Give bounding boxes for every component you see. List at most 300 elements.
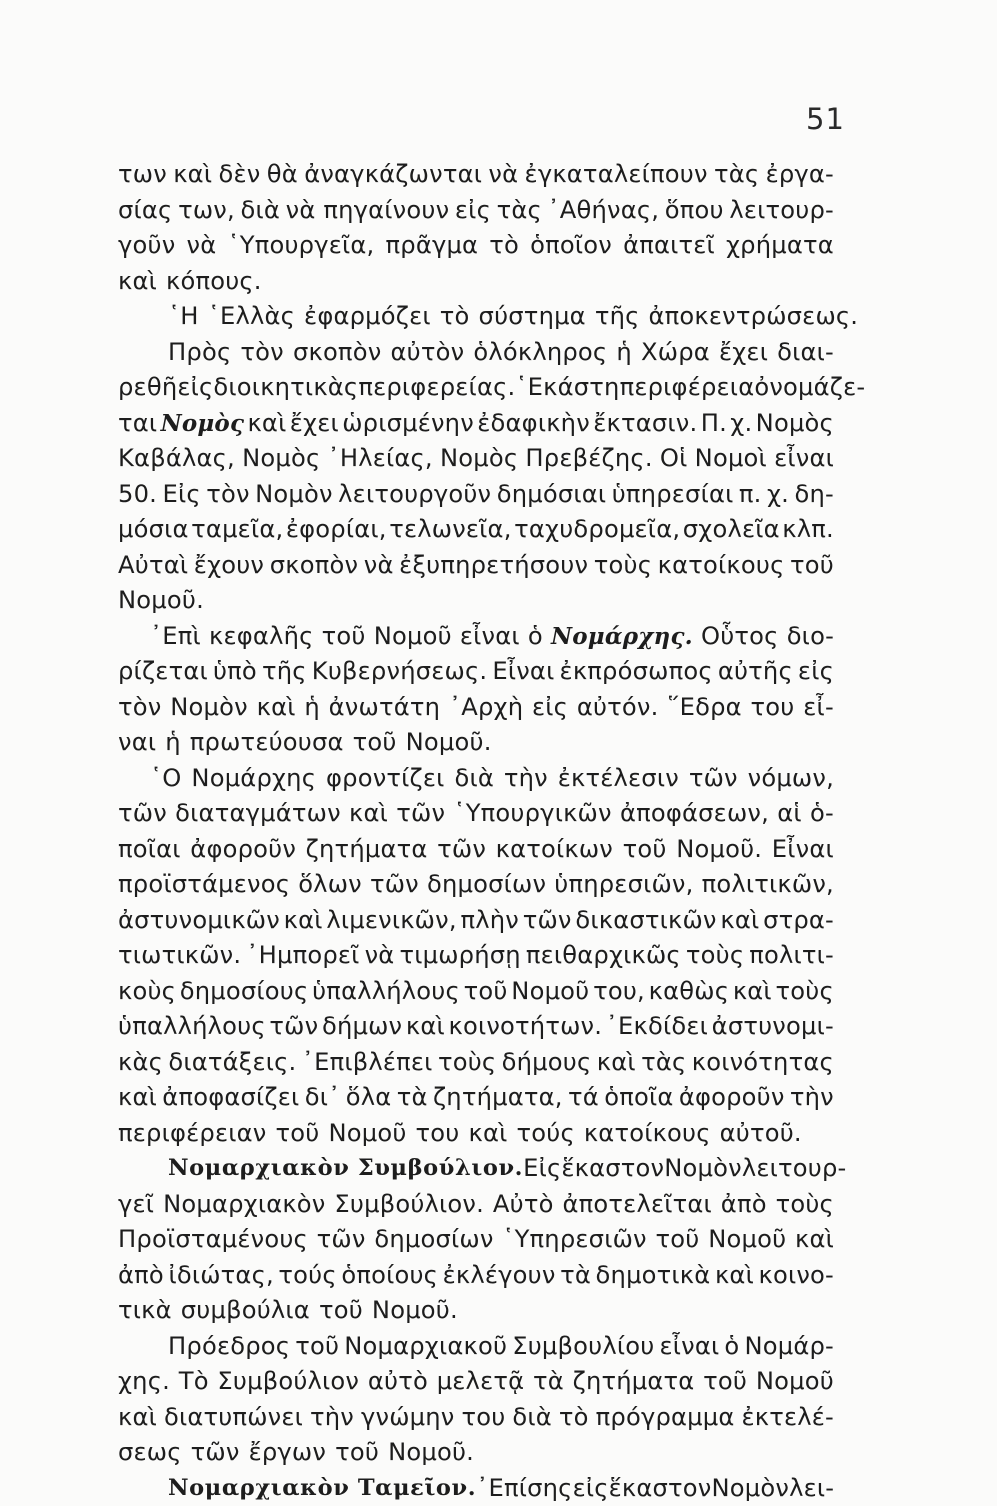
- word: ποῖαι: [118, 832, 181, 868]
- word: καθὼς: [649, 974, 729, 1010]
- word: νόμων,: [748, 761, 834, 797]
- word: δη-: [795, 477, 834, 513]
- word: Νομὸς: [440, 441, 518, 477]
- word: πειθαρχικῶς: [526, 938, 681, 974]
- word: ἀποτελεῖται: [563, 1187, 712, 1223]
- word: ἔχει: [290, 406, 339, 442]
- word: ταχυδρομεῖα,: [514, 512, 680, 548]
- text-line: [118, 583, 834, 619]
- word: μελετᾷ: [437, 1364, 525, 1400]
- word: ᾿Ημπορεῖ: [246, 938, 359, 974]
- word: ἡ: [304, 690, 320, 726]
- text-line: [118, 619, 834, 655]
- word: ὁ: [724, 1329, 739, 1365]
- word: καὶ: [715, 1258, 754, 1294]
- word: ἡ: [165, 725, 181, 761]
- word: τοῦ: [353, 725, 397, 761]
- text-line: [118, 832, 834, 868]
- word: καὶ: [247, 406, 286, 442]
- word: ζητήματα,: [433, 1080, 563, 1116]
- word: ἕκαστον: [561, 1151, 664, 1187]
- word: δημοσίων: [374, 1222, 493, 1258]
- word: ἕκαστον: [609, 1471, 712, 1506]
- word: κατοίκων: [496, 832, 613, 868]
- word: τῶν: [269, 1009, 318, 1045]
- word: κοινοτήτων.: [448, 1009, 602, 1045]
- word: Συμβουλίου: [512, 1329, 654, 1365]
- word: κοινο-: [759, 1258, 834, 1294]
- word: ᾿Επὶ: [150, 619, 201, 655]
- word: τὰς: [641, 1045, 686, 1081]
- word: σκοπὸν: [293, 335, 381, 371]
- word: του: [751, 690, 795, 726]
- word: τοῦ: [335, 1435, 379, 1471]
- word: γεῖ: [118, 1187, 154, 1223]
- word: κατοίκους: [658, 548, 785, 584]
- word: Νομάρ-: [744, 1329, 834, 1365]
- word: Αὐτὸ: [493, 1187, 554, 1223]
- page-number: 51: [806, 102, 845, 136]
- word: δήμους: [502, 1045, 592, 1081]
- word: κόπους.: [166, 264, 262, 300]
- word: Συμβούλιον.: [334, 1187, 484, 1223]
- word: ἀναγκάζωνται: [304, 157, 482, 193]
- word: Νομοῦ: [708, 1222, 786, 1258]
- text-line: [118, 1293, 834, 1329]
- word: Αὐταὶ: [118, 548, 188, 584]
- word: διοικητικὰς: [213, 370, 358, 406]
- word: ἀποφασίζει: [162, 1080, 299, 1116]
- word: τὸ: [559, 1400, 589, 1436]
- word: λειτουρ-: [729, 193, 834, 229]
- word: τούς: [516, 1116, 574, 1152]
- word: Πρεβέζης.: [525, 441, 652, 477]
- word: προϊστάμενος: [118, 867, 290, 903]
- word: Συμβούλιον: [217, 1364, 359, 1400]
- text-line: [118, 1400, 834, 1436]
- text-line: [118, 1080, 834, 1116]
- word: τὴν: [790, 1080, 834, 1116]
- word: Νομάρχης.: [551, 619, 693, 655]
- word: εἰς: [455, 193, 491, 229]
- word: καὶ: [720, 903, 759, 939]
- word: δι᾿: [305, 1080, 341, 1116]
- word: ᾿Αρχὴ: [449, 690, 523, 726]
- word: νὰ: [365, 938, 395, 974]
- word: Οὗτος: [701, 619, 779, 655]
- word: αὐτὸν: [390, 335, 464, 371]
- word: Νομοῦ: [328, 1116, 406, 1152]
- word: εἰς: [177, 370, 213, 406]
- word: Νομαρχιακὸν: [163, 1187, 325, 1223]
- text-line: [118, 370, 834, 406]
- word: ὑπαλλήλους: [118, 1009, 266, 1045]
- text-line: [118, 654, 834, 690]
- word: τὸν: [118, 690, 161, 726]
- word: Νομοῦ: [374, 619, 452, 655]
- word: του: [416, 1116, 460, 1152]
- word: τιωτικῶν.: [118, 938, 241, 974]
- word: καὶ: [469, 1116, 508, 1152]
- word: σκοπὸν: [270, 548, 358, 584]
- word: τὸ: [489, 228, 519, 264]
- word: περιφέρειαν: [118, 1116, 266, 1152]
- word: διο-: [787, 619, 834, 655]
- text-line: [118, 690, 834, 726]
- word: Νομοῦ.: [406, 725, 492, 761]
- word: ὁλόκληρος: [473, 335, 607, 371]
- text-line: [118, 1187, 834, 1223]
- section-heading: Νομαρχιακὸν Ταμεῖον.: [168, 1471, 476, 1506]
- text-line: [118, 406, 834, 442]
- text-line: [118, 477, 834, 513]
- word: Νομάρχης: [191, 761, 316, 797]
- word: δήμων: [322, 1009, 402, 1045]
- section-heading: Νομαρχιακὸν Συμβούλιον.: [168, 1151, 523, 1187]
- word: ῾Υπηρεσιῶν: [502, 1222, 646, 1258]
- word: τὰς: [714, 157, 759, 193]
- word: πλὴν: [460, 903, 519, 939]
- word: Π.: [701, 406, 727, 442]
- text-line: [118, 1258, 834, 1294]
- word: ῾Υπουργεῖα,: [227, 228, 374, 264]
- word: Νομοῦ: [511, 974, 589, 1010]
- word: Νομοῦ.: [118, 583, 204, 619]
- word: ἐργα-: [766, 157, 834, 193]
- word: ἀποφάσεων,: [620, 796, 769, 832]
- word: τῶν: [689, 761, 738, 797]
- word: ὑπηρεσίαι: [612, 477, 734, 513]
- word: Νομοὶ: [695, 441, 767, 477]
- word: τοῦ: [319, 1293, 363, 1329]
- word: ὑπαλλήλους: [312, 974, 460, 1010]
- text-line: [118, 938, 834, 974]
- word: Νομὸς: [161, 406, 245, 442]
- word: ρίζεται: [118, 654, 208, 690]
- word: νὰ: [364, 548, 394, 584]
- word: αὐτοῦ.: [720, 1116, 802, 1152]
- text-line: [118, 1045, 834, 1081]
- word: δημοσίων: [427, 867, 546, 903]
- word: ἀπαιτεῖ: [623, 228, 715, 264]
- word: ἐκλέγουν: [443, 1258, 556, 1294]
- word: καὶ: [118, 1080, 157, 1116]
- word: των: [118, 157, 167, 193]
- word: τῆς: [262, 654, 307, 690]
- word: γνώμην: [361, 1400, 455, 1436]
- word: καὶ: [597, 1045, 636, 1081]
- word: νὰ: [187, 228, 217, 264]
- word: ζητήματα: [573, 1364, 695, 1400]
- word: περιφερείας.: [358, 370, 515, 406]
- word: ἐφορίαι,: [286, 512, 387, 548]
- word: Νομοῦ: [756, 1364, 834, 1400]
- text-line: [118, 1329, 834, 1365]
- word: νὰ: [488, 157, 518, 193]
- word: κοὺς: [118, 974, 176, 1010]
- word: Νομὸν: [255, 477, 333, 513]
- word: φροντίζει: [326, 761, 445, 797]
- word: θὰ: [267, 157, 298, 193]
- text-line: [118, 1116, 834, 1152]
- word: ἀφοροῦν: [679, 1080, 785, 1116]
- text-line: [118, 796, 834, 832]
- word: διατάξεις.: [168, 1045, 296, 1081]
- word: τὸν: [206, 477, 249, 513]
- word: δημοσίους: [180, 974, 309, 1010]
- word: Νομὸν: [170, 690, 248, 726]
- word: εἰς: [573, 1471, 609, 1506]
- word: εἶναι: [659, 1329, 719, 1365]
- word: τιμωρήσῃ: [399, 938, 520, 974]
- word: καὶ: [118, 264, 157, 300]
- word: του: [461, 1400, 505, 1436]
- word: εἰς: [798, 654, 834, 690]
- word: Εἶναι: [492, 654, 554, 690]
- word: ὀνομάζε-: [754, 370, 865, 406]
- word: τοῦ: [655, 1222, 699, 1258]
- word: στρα-: [763, 903, 834, 939]
- word: Οἱ: [660, 441, 688, 477]
- text-line: [118, 548, 834, 584]
- word: ὁποῖον: [530, 228, 612, 264]
- word: ὁποίους: [341, 1258, 438, 1294]
- word: τοὺς: [776, 1187, 834, 1223]
- text-line: [118, 725, 834, 761]
- word: καὶ: [349, 796, 388, 832]
- word: Νομοῦ.: [676, 832, 762, 868]
- word: καὶ: [118, 1400, 157, 1436]
- word: ἐξυπηρετήσουν: [399, 548, 588, 584]
- word: εἶ-: [803, 690, 834, 726]
- word: Κυβερνήσεως.: [312, 654, 488, 690]
- word: εἶναι: [460, 619, 520, 655]
- text-line: [118, 1471, 834, 1506]
- word: καὶ: [733, 974, 772, 1010]
- word: τοῦ: [275, 1116, 319, 1152]
- word: αὐτόν.: [577, 690, 659, 726]
- word: διαταγμάτων: [175, 796, 341, 832]
- word: τῶν: [317, 1222, 366, 1258]
- word: τῆς: [595, 299, 640, 335]
- word: ὑπηρεσιῶν,: [554, 867, 693, 903]
- word: χης.: [118, 1364, 170, 1400]
- word: ταμεῖα,: [191, 512, 283, 548]
- word: τοὺς: [438, 1045, 496, 1081]
- text-line: [118, 299, 834, 335]
- word: συμβούλια: [181, 1293, 310, 1329]
- word: ται: [118, 406, 157, 442]
- word: τούς: [278, 1258, 336, 1294]
- body-text: [118, 157, 834, 1506]
- word: ὅλων: [298, 867, 362, 903]
- word: τοῦ: [703, 1364, 747, 1400]
- word: τοῦ: [790, 548, 834, 584]
- text-line: [118, 1151, 834, 1187]
- word: δημόσιαι: [497, 477, 607, 513]
- word: Πρόεδρος: [168, 1329, 290, 1365]
- word: ἐγκαταλείπουν: [525, 157, 708, 193]
- word: Πρὸς: [168, 335, 231, 371]
- word: ἐφαρμόζει: [304, 299, 431, 335]
- word: πρόγραμμα: [596, 1400, 735, 1436]
- word: χ.: [730, 406, 752, 442]
- word: Νομὸς: [756, 406, 834, 442]
- word: καὶ: [284, 903, 323, 939]
- word: καὶ: [173, 157, 212, 193]
- word: των,: [178, 193, 235, 229]
- text-line: [118, 1009, 834, 1045]
- word: χρήματα: [726, 228, 834, 264]
- word: τοῦ: [322, 619, 366, 655]
- text-line: [118, 335, 834, 371]
- word: τῶν: [437, 832, 486, 868]
- word: ἐκπρόσωπος: [560, 654, 713, 690]
- word: Εἰς: [163, 477, 201, 513]
- word: περιφέρεια: [620, 370, 755, 406]
- word: ῾Η: [168, 299, 199, 335]
- word: λει-: [789, 1471, 834, 1506]
- word: διατυπώνει: [164, 1400, 303, 1436]
- word: σύστημα: [479, 299, 586, 335]
- word: ὑπὸ: [213, 654, 257, 690]
- word: πολιτι-: [749, 938, 834, 974]
- word: κατοίκους: [584, 1116, 711, 1152]
- word: ῾Ελλὰς: [208, 299, 295, 335]
- word: δημοτικὰ: [596, 1258, 711, 1294]
- word: κεφαλῆς: [209, 619, 313, 655]
- text-line: [118, 974, 834, 1010]
- word: ᾿Αθήνας,: [547, 193, 659, 229]
- word: ἀνωτάτη: [329, 690, 441, 726]
- word: μόσια: [118, 512, 189, 548]
- text-line: [118, 441, 834, 477]
- word: Εἶναι: [772, 832, 834, 868]
- word: Χώρα: [641, 335, 710, 371]
- word: γοῦν: [118, 228, 175, 264]
- word: ὅλα: [346, 1080, 392, 1116]
- word: αἱ: [777, 796, 802, 832]
- word: ἡ: [616, 335, 632, 371]
- word: τοῦ: [464, 974, 508, 1010]
- word: τὴν: [310, 1400, 354, 1436]
- word: διαι-: [777, 335, 834, 371]
- text-line: [118, 193, 834, 229]
- text-line: [118, 228, 834, 264]
- word: δὲν: [218, 157, 260, 193]
- word: ἐδαφικὴν: [477, 406, 590, 442]
- text-line: [118, 157, 834, 193]
- word: ῾Υπουργικῶν: [453, 796, 611, 832]
- text-line: [118, 512, 834, 548]
- word: τοὺς: [776, 974, 834, 1010]
- word: Νομοῦ.: [388, 1435, 474, 1471]
- word: ᾿Ηλείας,: [328, 441, 433, 477]
- word: ἐκτέλεσιν: [558, 761, 679, 797]
- word: ῞Εδρα: [667, 690, 741, 726]
- text-line: [118, 264, 834, 300]
- word: αὐτὸ: [368, 1364, 428, 1400]
- word: τὰ: [397, 1080, 428, 1116]
- word: ἀφοροῦν: [190, 832, 296, 868]
- word: τικὰ: [118, 1293, 172, 1329]
- text-line: [118, 1364, 834, 1400]
- word: τά: [568, 1080, 599, 1116]
- word: ὅπου: [665, 193, 724, 229]
- word: λειτουρ-: [742, 1151, 847, 1187]
- word: Νομὸν: [712, 1471, 790, 1506]
- word: ὁ-: [810, 796, 834, 832]
- word: τοῦ: [295, 1329, 339, 1365]
- word: εἰς: [532, 690, 568, 726]
- word: τὸν: [240, 335, 283, 371]
- word: Νομαρχιακοῦ: [344, 1329, 507, 1365]
- word: νὰ πηγαίνουν: [286, 193, 450, 229]
- word: τὰς: [497, 193, 542, 229]
- text-line: [118, 867, 834, 903]
- word: του,: [593, 974, 645, 1010]
- word: αὐτῆς: [718, 654, 793, 690]
- word: τοὺς: [594, 548, 652, 584]
- word: Νομὸς: [242, 441, 320, 477]
- word: ἀποκεντρώσεως.: [649, 299, 859, 335]
- word: πρᾶγμα: [386, 228, 479, 264]
- word: ἔκτασιν.: [593, 406, 697, 442]
- word: ἀπὸ: [721, 1187, 767, 1223]
- word: πρωτεύουσα: [190, 725, 344, 761]
- word: κὰς: [118, 1045, 163, 1081]
- word: 50.: [118, 477, 157, 513]
- word: Τὸ: [179, 1364, 209, 1400]
- word: ὡρισμένην: [342, 406, 474, 442]
- word: τελωνεῖα,: [389, 512, 511, 548]
- word: διὰ: [240, 193, 280, 229]
- word: διὰ: [512, 1400, 552, 1436]
- word: ῾Εκάστη: [515, 370, 619, 406]
- word: Προϊσταμένους: [118, 1222, 308, 1258]
- word: λιμενικῶν,: [326, 903, 456, 939]
- word: Εἰς: [523, 1151, 561, 1187]
- word: τῶν: [370, 867, 419, 903]
- word: τὸ: [440, 299, 470, 335]
- word: κλπ.: [782, 512, 834, 548]
- word: τοῦ: [623, 832, 667, 868]
- word: ἀπὸ: [118, 1258, 164, 1294]
- word: διὰ: [454, 761, 494, 797]
- text-line: [118, 903, 834, 939]
- word: ζητήματα: [306, 832, 428, 868]
- word: καὶ: [257, 690, 296, 726]
- word: λειτουργοῦν: [338, 477, 491, 513]
- word: ἰδιώτας,: [168, 1258, 273, 1294]
- word: π.: [739, 477, 762, 513]
- word: ὁποῖα: [604, 1080, 673, 1116]
- word: ᾿Επίσης: [476, 1471, 572, 1506]
- word: δικαστικῶν: [575, 903, 716, 939]
- word: τὰ: [533, 1364, 564, 1400]
- word: ᾿Επιβλέπει: [302, 1045, 433, 1081]
- word: ὁ: [528, 619, 543, 655]
- word: τῶν: [191, 1435, 240, 1471]
- word: εἶναι: [774, 441, 834, 477]
- word: ἀστυνομι-: [712, 1009, 834, 1045]
- word: ἐκτελέ-: [741, 1400, 833, 1436]
- word: Νομὸν: [664, 1151, 742, 1187]
- word: τὴν: [504, 761, 548, 797]
- word: τῶν: [396, 796, 445, 832]
- word: σίας: [118, 193, 172, 229]
- text-line: [118, 761, 834, 797]
